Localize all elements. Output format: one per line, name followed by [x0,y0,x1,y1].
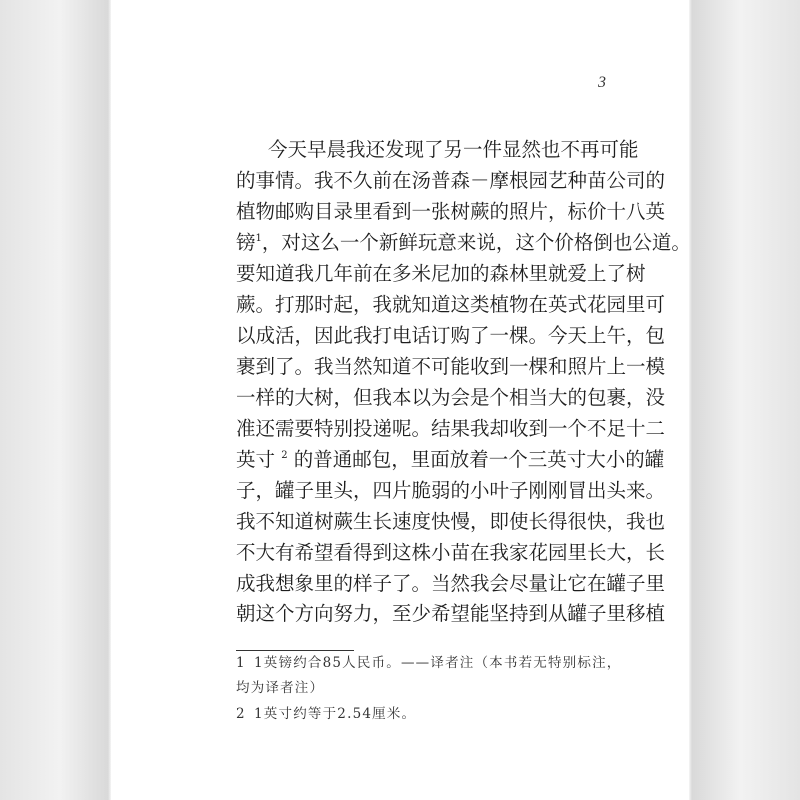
footnote-2 [236,705,416,723]
footnote-ref: 1 [255,233,262,244]
footnote-text: 1英寸约等于2.54厘米。 [254,706,417,722]
body-line: 裹到了。我当然知道不可能收到一棵和照片上一模 [236,355,666,378]
footnote-number: 2 [236,706,246,722]
page-number: 3 [598,74,606,91]
body-line: 不大有希望看得到这株小苗在我家花园里长大，长 [236,541,666,564]
body-line [236,448,665,472]
footnote-number: 1 [236,655,246,671]
footnote-1 [236,654,621,672]
body-line: 的事情。我不久前在汤普森－摩根园艺种苗公司的 [236,169,666,192]
body-line: 准还需要特别投递呢。结果我却收到一个不足十二 [236,417,666,440]
body-text: 镑 [236,231,256,254]
body-text: ，对这么一个新鲜玩意来说，这个价格倒也公道。 [261,231,691,254]
body-line: 成我想象里的样子了。当然我会尽量让它在罐子里 [236,572,666,595]
footnote-divider [236,650,354,651]
footnote-1-continued: 均为译者注） [236,680,325,696]
body-line: 一样的大树，但我本以为会是个相当大的包裹，没 [236,386,666,409]
body-line [236,231,691,255]
body-line: 植物邮购目录里看到一张树蕨的照片，标价十八英 [236,200,666,223]
body-line: 我不知道树蕨生长速度快慢，即使长得很快，我也 [236,510,666,533]
body-text: 的普通邮包，里面放着一个三英寸大小的罐 [293,448,665,471]
body-line: 今天早晨我还发现了另一件显然也不再可能 [268,138,639,161]
body-text: 英寸 [236,448,276,471]
body-line: 蕨。打那时起，我就知道这类植物在英式花园里可 [236,293,666,316]
body-line: 子，罐子里头，四片脆弱的小叶子刚刚冒出头来。 [236,479,666,502]
body-line: 朝这个方向努力，至少希望能坚持到从罐子里移植 [236,602,666,625]
footnote-ref: 2 [281,450,288,461]
body-line: 要知道我几年前在多米尼加的森林里就爱上了树 [236,262,646,285]
body-line: 以成活，因此我打电话订购了一棵。今天上午，包 [236,324,666,347]
footnote-text: 1英镑约合85人民币。——译者注（本书若无特别标注， [254,655,622,671]
